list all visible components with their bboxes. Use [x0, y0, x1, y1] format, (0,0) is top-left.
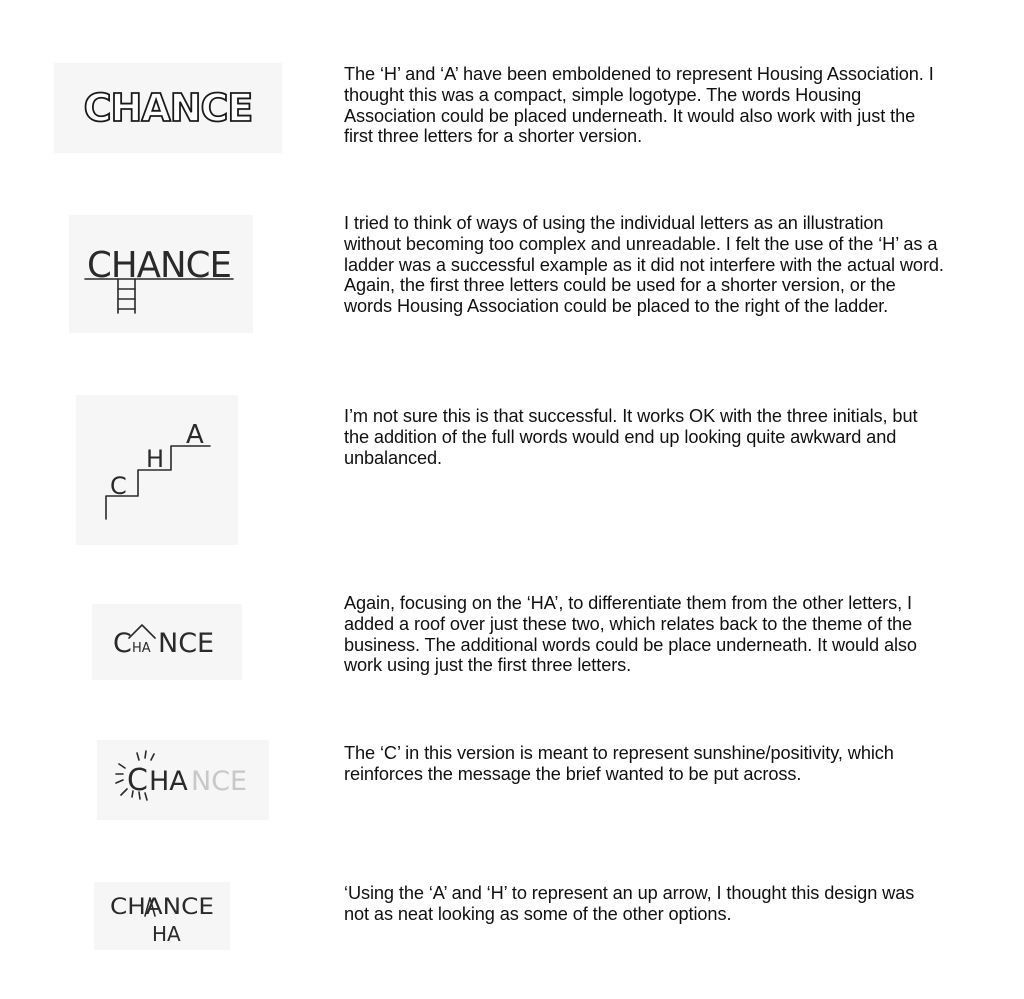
sketch-4-roof-letters: HA [132, 641, 151, 656]
sketch-4-description: Again, focusing on the ‘HA’, to differentiate them from the other letters, I added a roof over just these two, which relates back to the theme of the business. The additional words could be place underneath. It would also work using just the first three letters. [344, 593, 917, 676]
sketch-3-image [76, 395, 238, 545]
sketch-6-drawing [94, 882, 230, 950]
sketch-6-description: ‘Using the ‘A’ and ‘H’ to represent an up arrow, I thought this design was not as neat looking as some of the other options. [344, 883, 915, 924]
sketch-3-drawing [76, 395, 238, 545]
sketch-1-description: The ‘H’ and ‘A’ have been emboldened to represent Housing Association. I thought this was a compact, simple logotype. The words Housing Association could be placed underneath. It would also work with just the first three letters for a shorter version. [344, 64, 934, 147]
sketch-2-drawing [69, 215, 253, 333]
sketch-4-image [92, 604, 242, 680]
stair-letter-a: A [186, 420, 204, 450]
sketch-1-image [54, 63, 282, 153]
stair-letter-h: H [146, 445, 165, 473]
sketch-6-subline: HA [152, 922, 181, 946]
sketch-3-description: I’m not sure this is that successful. It works OK with the three initials, but the addition of the full words would end up looking quite awkward and unbalanced. [344, 406, 918, 468]
sketch-2-wordmark: CHANCE [87, 245, 231, 286]
sketch-6-wordmark: CHANCE [110, 895, 214, 920]
roof-icon [129, 625, 155, 638]
sketch-1-drawing [54, 63, 282, 153]
sketch-1-wordmark: CHANCE [83, 86, 253, 130]
sketch-6-image [94, 882, 230, 950]
sketch-4-letters-end: NCE [158, 628, 215, 659]
sketch-2-image [69, 215, 253, 333]
sketch-5-description: The ‘C’ in this version is meant to represent sunshine/positivity, which reinforces the message the brief wanted to be put across. [344, 743, 894, 784]
sketch-5-letters-faded: NCE [191, 766, 248, 797]
sketch-5-letter-c: C [127, 763, 148, 798]
sketch-4-letter-c: C [113, 628, 132, 659]
sketch-5-image [97, 740, 269, 820]
sketch-4-drawing [92, 604, 242, 680]
sketch-5-drawing [97, 740, 269, 820]
stair-letter-c: C [110, 472, 127, 500]
sketch-2-description: I tried to think of ways of using the individual letters as an illustration without becoming too complex and unreadable. I felt the use of the ‘H’ as a ladder was a successful example as it did not interfere with the actual word. Again, the first three letters could be used for a shorter version, or the words Housing Association could be placed to the right of the ladder. [344, 213, 944, 317]
sketch-5-letters-mid: HA [149, 766, 188, 797]
